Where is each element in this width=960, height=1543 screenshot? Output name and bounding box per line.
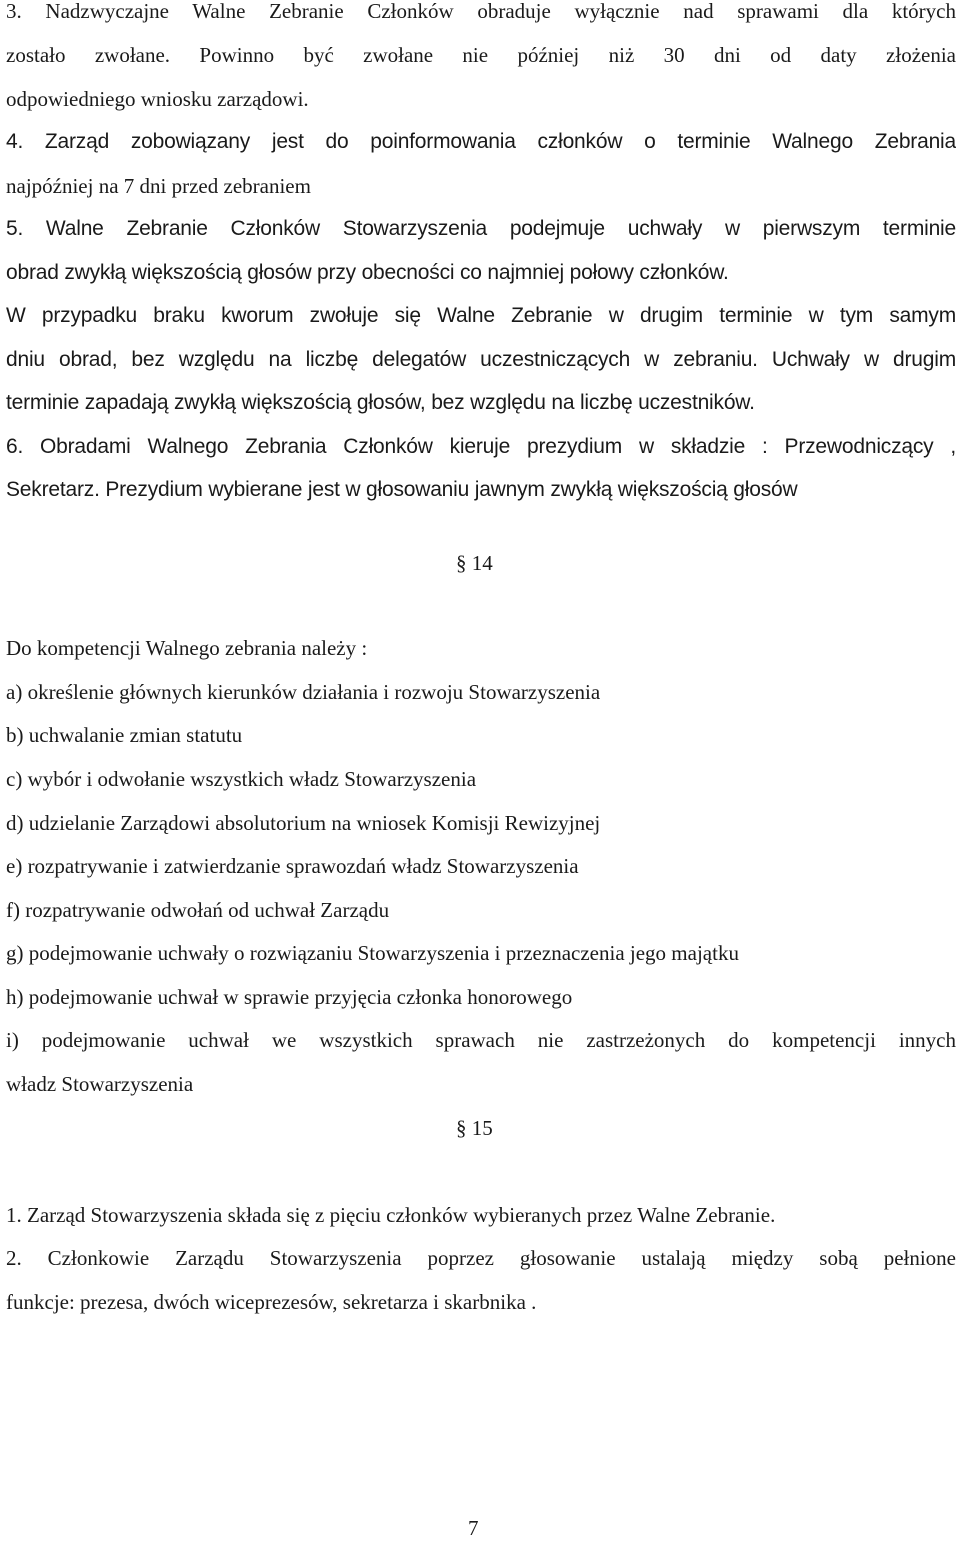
text-line-para6-2: Sekretarz. Prezydium wybierane jest w głosowaniu jawnym zwykłą większością głosów	[6, 478, 798, 501]
list-item-i-1: i) podejmowanie uchwał we wszystkich sprawach nie zastrzeżonych do kompetencji innych	[6, 1028, 956, 1052]
text-line-para5-5: terminie zapadają zwykłą większością głosów, bez względu na liczbę uczestników.	[6, 391, 755, 414]
section-heading-15: § 15	[456, 1116, 493, 1140]
list-item-a: a) określenie głównych kierunków działania i rozwoju Stowarzyszenia	[6, 680, 601, 704]
list-item-b: b) uchwalanie zmian statutu	[6, 723, 243, 747]
text-line-para6-1: 6. Obradami Walnego Zebrania Członków kieruje prezydium w składzie : Przewodniczący ,	[6, 435, 956, 458]
text-line-s14-intro: Do kompetencji Walnego zebrania należy :	[6, 636, 368, 660]
text-line-para5-3: W przypadku braku kworum zwołuje się Walne Zebranie w drugim terminie w tym samym	[6, 304, 956, 327]
list-item-d: d) udzielanie Zarządowi absolutorium na wniosek Komisji Rewizyjnej	[6, 811, 601, 835]
page-number: 7	[468, 1516, 479, 1540]
text-line-para4-1: 4. Zarząd zobowiązany jest do poinformowania członków o terminie Walnego Zebrania	[6, 130, 956, 153]
text-line-para3-3: odpowiedniego wniosku zarządowi.	[6, 87, 309, 111]
list-item-h: h) podejmowanie uchwał w sprawie przyjęcia członka honorowego	[6, 985, 573, 1009]
text-line-para3-2: zostało zwołane. Powinno być zwołane nie później niż 30 dni od daty złożenia	[6, 43, 956, 67]
list-item-i-2: władz Stowarzyszenia	[6, 1072, 194, 1096]
section-heading-14: § 14	[456, 551, 493, 575]
text-line-para4-2: najpóźniej na 7 dni przed zebraniem	[6, 174, 311, 198]
list-item-f: f) rozpatrywanie odwołań od uchwał Zarządu	[6, 898, 390, 922]
text-line-s15-3: funkcje: prezesa, dwóch wiceprezesów, sekretarza i skarbnika .	[6, 1290, 537, 1314]
list-item-c: c) wybór i odwołanie wszystkich władz Stowarzyszenia	[6, 767, 477, 791]
text-line-para5-4: dniu obrad, bez względu na liczbę delegatów uczestniczących w zebraniu. Uchwały w drugim	[6, 348, 956, 371]
text-line-para3-1: 3. Nadzwyczajne Walne Zebranie Członków obraduje wyłącznie nad sprawami dla których	[6, 0, 956, 23]
text-line-para5-2: obrad zwykłą większością głosów przy obecności co najmniej połowy członków.	[6, 261, 729, 284]
list-item-e: e) rozpatrywanie i zatwierdzanie sprawozdań władz Stowarzyszenia	[6, 854, 579, 878]
text-line-s15-2: 2. Członkowie Zarządu Stowarzyszenia poprzez głosowanie ustalają między sobą pełnione	[6, 1246, 956, 1270]
text-line-para5-1: 5. Walne Zebranie Członków Stowarzyszenia podejmuje uchwały w pierwszym terminie	[6, 217, 956, 240]
list-item-g: g) podejmowanie uchwały o rozwiązaniu Stowarzyszenia i przeznaczenia jego majątku	[6, 941, 739, 965]
text-line-s15-1: 1. Zarząd Stowarzyszenia składa się z pięciu członków wybieranych przez Walne Zebranie.	[6, 1203, 776, 1227]
